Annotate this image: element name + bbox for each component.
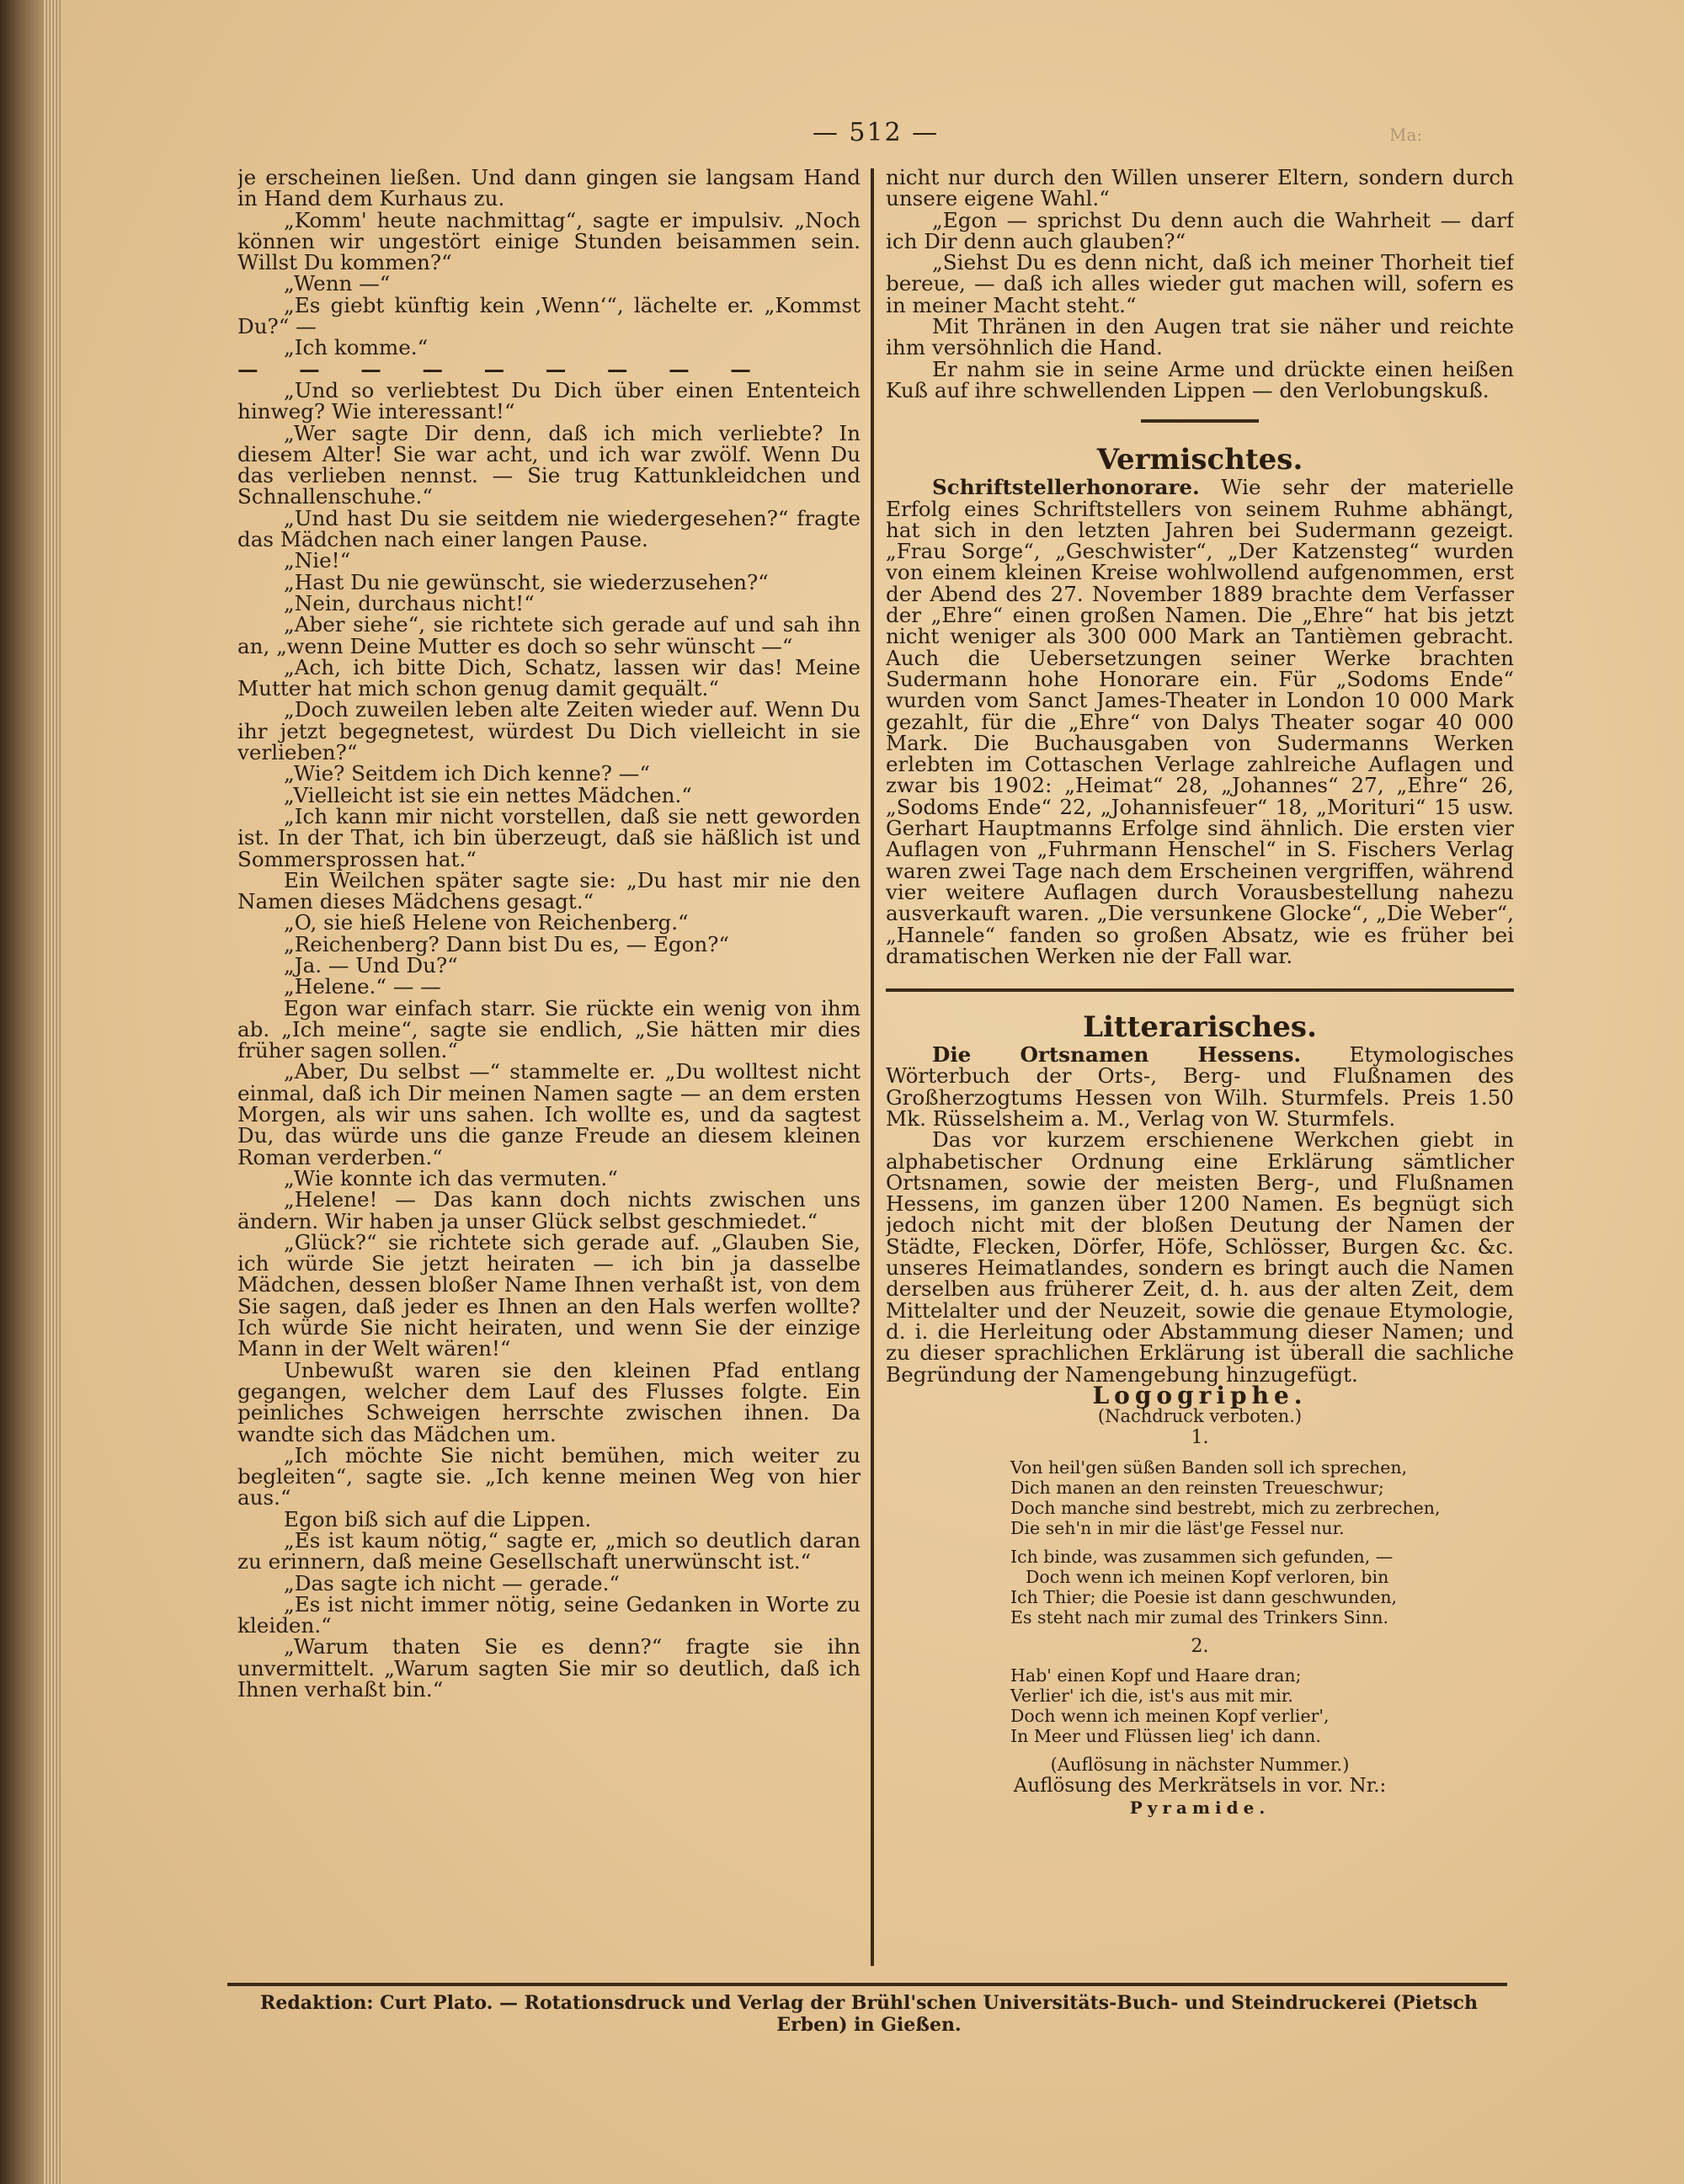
article-run-head: Die Ortsnamen Hessens. bbox=[932, 1042, 1302, 1068]
story-paragraph: „Es giebt künftig kein ‚Wenn‘“, lächelte er. „Kommst Du?“ — bbox=[237, 292, 861, 339]
footer-rule bbox=[227, 1983, 1507, 1986]
verse-line: In Meer und Flüssen lieg' ich dann. bbox=[1010, 1726, 1321, 1747]
vermischtes-article bbox=[886, 477, 1514, 967]
verse-line: Es steht nach mir zumal des Trinkers Sinn. bbox=[1010, 1606, 1388, 1627]
article-text: Das vor kurzem erschienene Werkchen giebt in alphabetischer Ordnung eine Erklärung sämtlicher Ortsnamen, sowie der meisten Berg-, und Flußnamen Hessens, im ganzen über 1200 Namen. Es begnügt sich jedoch nicht mit der bloßen Deutung der Namen der Städte, Flecken, Dörfer, Höfe, Schlösser, Burgen &c. &c. unseres Heimatlandes, sondern es bringt auch die Namen derselben aus früherer Zeit, d. h. aus der alten Zeit, dem Mittelalter und der Neuzeit, sowie die genaue Etymologie, d. i. die Herleitung oder Abstammung dieser Namen; und zu dieser sprachlichen Erklärung ist überall die sachliche Begründung der Namengebung hinzugefügt. bbox=[886, 1127, 1514, 1387]
solution-note: (Auflösung in nächster Nummer.) bbox=[1050, 1755, 1350, 1776]
story-paragraph: „Es ist nicht immer nötig, seine Gedanken in Worte zu kleiden.“ bbox=[237, 1591, 861, 1638]
library-stamp: Ma: bbox=[1389, 125, 1423, 145]
imprint-line: Redaktion: Curt Plato. — Rotationsdruck und Verlag der Brühl'schen Universitäts-Buch- und Steindruckerei (Pietsch Erben) in Gießen. bbox=[260, 1992, 1478, 2036]
puzzle-number: 2. bbox=[1191, 1635, 1209, 1657]
page-edges bbox=[44, 0, 62, 2184]
story-paragraph: „Das sagte ich nicht — gerade.“ bbox=[284, 1570, 620, 1595]
story-paragraph: „Helene.“ — — bbox=[284, 974, 441, 999]
story-paragraph: „Ich möchte Sie nicht bemühen, mich weiter zu begleiten“, sagte sie. „Ich kenne meinen Weg von hier aus.“ bbox=[237, 1442, 861, 1510]
answer-line: Auflösung des Merkrätsels in vor. Nr.: bbox=[1013, 1775, 1387, 1798]
answer-word: Pyramide. bbox=[1129, 1797, 1271, 1818]
story-paragraph: „Helene! — Das kann doch nichts zwischen uns ändern. Wir haben ja unser Glück selbst geschmiedet.“ bbox=[237, 1187, 861, 1233]
story-paragraph: Unbewußt waren sie den kleinen Pfad entlang gegangen, welcher dem Lauf des Flusses folgte. Ein peinliches Schweigen herrschte zwischen ihnen. Da wandte sich das Mädchen um. bbox=[237, 1357, 861, 1446]
story-paragraph: „Doch zuweilen leben alte Zeiten wieder auf. Wenn Du ihr jetzt begegnetest, würdest Du Dich vielleicht in sie verlieben?“ bbox=[237, 697, 861, 765]
verse-line: Von heil'gen süßen Banden soll ich sprechen, bbox=[1010, 1457, 1408, 1478]
section-rule bbox=[886, 988, 1514, 992]
story-paragraph: Er nahm sie in seine Arme und drückte einen heißen Kuß auf ihre schwellenden Lippen — den Verlobungskuß. bbox=[886, 356, 1514, 402]
verse-line: Verlier' ich die, ist's aus mit mir. bbox=[1010, 1686, 1293, 1707]
story-paragraph: Egon biß sich auf die Lippen. bbox=[284, 1506, 592, 1531]
verse-line: Dich manen an den reinsten Treueschwur; bbox=[1010, 1477, 1384, 1498]
story-paragraph: „Nie!“ bbox=[284, 548, 351, 573]
section-rule bbox=[1141, 419, 1259, 423]
article-text: Wie sehr der materielle Erfolg eines Schriftstellers von seinem Ruhme abhängt, hat sich in den letzten Jahren bei Sudermann gezeigt. „Frau Sorge“, „Geschwister“, „Der Katzensteg“ wurden von einem kleinen Kreise wohlwollend aufgenommen, erst der Abend des 27. November 1889 brachte dem Verfasser der „Ehre“ einen großen Namen. Die „Ehre“ hat bis jetzt nicht weniger als 300 000 Mark an Tantièmen gebracht. Auch die Uebersetzungen seiner Werke brachten Sudermann hohe Honorare ein. Für „Sodoms Ende“ wurden vom Sanct James-Theater in London 10 000 Mark gezahlt, für die „Ehre“ von Dalys Theater sogar 40 000 Mark. Die Buchausgaben von Sudermanns Werken erlebten im Cottaschen Verlage zahlreiche Auflagen und zwar bis 1902: „Heimat“ 28, „Johannes“ 27, „Ehre“ 26, „Sodoms Ende“ 22, „Johannisfeuer“ 18, „Morituri“ 15 usw. Gerhart Hauptmanns Erfolge sind ähnlich. Die ersten vier Auflagen von „Fuhrmann Henschel“ in S. Fischers Verlag waren zwei Tage nach dem Erscheinen vergriffen, während vier weitere Auflagen durch Vorausbestellung nahezu ausverkauft waren. „Die versunkene Glocke“, „Die Weber“, „Hannele“ fanden so großen Absatz, wie es früher bei dramatischen Werken nie der Fall war. bbox=[886, 475, 1514, 968]
story-paragraph: „Warum thaten Sie es denn?“ fragte sie ihn unvermittelt. „Warum sagten Sie mir so deutlich, daß ich Ihnen verhaßt bin.“ bbox=[237, 1634, 861, 1702]
story-paragraph: nicht nur durch den Willen unserer Eltern, sondern durch unsere eigene Wahl.“ bbox=[886, 167, 1514, 211]
verse-line: Ich Thier; die Poesie ist dann geschwunden, bbox=[1010, 1586, 1398, 1607]
right-column bbox=[886, 167, 1514, 1968]
page-number: — 512 — bbox=[812, 118, 940, 147]
reprint-note: (Nachdruck verboten.) bbox=[1097, 1406, 1303, 1427]
story-paragraph: „Wer sagte Dir denn, daß ich mich verliebte? In diesem Alter! Sie war acht, und ich war zwölf. Wenn Du das verlieben nennst. — Sie trug Kattunkleidchen und Schnallenschuhe.“ bbox=[237, 420, 861, 509]
story-paragraph: „Aber, Du selbst —“ stammelte er. „Du wolltest nicht einmal, daß ich Dir meinen Namen sagte — an dem ersten Morgen, als wir uns sahen. Ich wollte es, und da sagtest Du, das würde uns die ganze Freude an diesem kleinen Roman verderben.“ bbox=[237, 1059, 861, 1169]
story-paragraph: „Aber siehe“, sie richtete sich gerade auf und sah ihn an, „wenn Deine Mutter es doch so sehr wünscht —“ bbox=[237, 612, 861, 658]
verse-line: Doch wenn ich meinen Kopf verloren, bin bbox=[1026, 1566, 1389, 1587]
story-continuation bbox=[237, 377, 861, 1702]
story-paragraph: „Siehst Du es denn nicht, daß ich meiner Thorheit tief bereue, — daß ich alles wieder gut machen will, sofern es in meiner Macht steht.“ bbox=[886, 250, 1514, 317]
story-paragraph: „Wie? Seitdem ich Dich kenne? —“ bbox=[284, 761, 650, 786]
story-paragraph: „Vielleicht ist sie ein nettes Mädchen.“ bbox=[284, 782, 692, 807]
story-paragraph: „Wenn —“ bbox=[284, 271, 391, 296]
story-paragraph: „O, sie hieß Helene von Reichenberg.“ bbox=[284, 910, 689, 935]
verse-line: Die seh'n in mir die läst'ge Fessel nur. bbox=[1010, 1517, 1345, 1538]
verse-line: Ich binde, was zusammen sich gefunden, — bbox=[1010, 1546, 1394, 1567]
story-paragraph: „Und so verliebtest Du Dich über einen Ententeich hinweg? Wie interessant!“ bbox=[237, 377, 861, 424]
story-paragraph: „Ich kann mir nicht vorstellen, daß sie nett geworden ist. In der That, ich bin überzeugt, daß sie häßlich ist und Sommersprossen hat.“ bbox=[237, 803, 861, 871]
puzzle-number: 1. bbox=[1191, 1427, 1209, 1449]
story-paragraph: Mit Thränen in den Augen trat sie näher und reichte ihm versöhnlich die Hand. bbox=[886, 314, 1514, 360]
article-run-head: Schriftstellerhonorare. bbox=[932, 475, 1200, 500]
story-paragraph: „Ach, ich bitte Dich, Schatz, lassen wir das! Meine Mutter hat mich schon genug damit gequält.“ bbox=[237, 654, 861, 701]
puzzle-stanza bbox=[1010, 1457, 1514, 1538]
left-column bbox=[237, 167, 861, 1968]
story-paragraph: „Wie konnte ich das vermuten.“ bbox=[284, 1165, 618, 1191]
section-title-logogriphe: Logogriphe. bbox=[1092, 1381, 1308, 1409]
puzzle-stanza bbox=[1010, 1547, 1514, 1627]
story-paragraph: „Reichenberg? Dann bist Du es, — Egon?“ bbox=[284, 931, 729, 956]
story-paragraph: Ein Weilchen später sagte sie: „Du hast mir nie den Namen dieses Mädchens gesagt.“ bbox=[237, 867, 861, 914]
verse-line: Doch manche sind bestrebt, mich zu zerbrechen, bbox=[1010, 1497, 1441, 1518]
story-paragraph: „Nein, durchaus nicht!“ bbox=[284, 590, 535, 615]
section-title-vermischtes: Vermischtes. bbox=[1096, 443, 1303, 477]
story-paragraph: Egon war einfach starr. Sie rückte ein wenig von ihm ab. „Ich meine“, sagte sie endlich, „Sie hätten mir dies früher sagen sollen.“ bbox=[237, 995, 861, 1063]
article-text: Etymologisches Wörterbuch der Orts-, Berg- und Flußnamen des Großherzogtums Hessen von Wilh. Sturmfels. Preis 1.50 Mk. Rüsselsheim a. M., Verlag von W. Sturmfels. bbox=[886, 1042, 1514, 1131]
story-paragraph: „Hast Du nie gewünscht, sie wiederzusehen?“ bbox=[284, 569, 769, 594]
story-paragraph: je erscheinen ließen. Und dann gingen sie langsam Hand in Hand dem Kurhaus zu. bbox=[237, 167, 861, 211]
story-paragraph: „Es ist kaum nötig,“ sagte er, „mich so deutlich daran zu erinnern, daß meine Gesellschaft unerwünscht ist.“ bbox=[237, 1528, 861, 1574]
story-paragraph: „Egon — sprichst Du denn auch die Wahrheit — darf ich Dir denn auch glauben?“ bbox=[886, 207, 1514, 253]
litterarisches-article bbox=[886, 1044, 1514, 1129]
verse-line: Doch wenn ich meinen Kopf verlier', bbox=[1010, 1706, 1330, 1727]
column-divider bbox=[871, 168, 874, 1966]
story-paragraph: „Ja. — Und Du?“ bbox=[284, 952, 458, 977]
story-paragraph: „Glück?“ sie richtete sich gerade auf. „Glauben Sie, ich würde Sie jetzt heiraten — ich bin ja dasselbe Mädchen, dessen bloßer Name Ihnen verhaßt ist, von dem Sie sagen, daß jeder es Ihnen an den Hals werfen wollte? Ich würde Sie nicht heiraten, und wenn Sie der einzige Mann in der Welt wären!“ bbox=[237, 1229, 861, 1361]
verse-line: Hab' einen Kopf und Haare dran; bbox=[1010, 1665, 1302, 1686]
scene-break: — — — — — — — — — bbox=[237, 356, 768, 381]
story-paragraph: „Komm' heute nachmittag“, sagte er impulsiv. „Noch können wir ungestört einige Stunden beisammen sein. Willst Du kommen?“ bbox=[237, 207, 861, 275]
story-paragraph: „Und hast Du sie seitdem nie wiedergesehen?“ fragte das Mädchen nach einer langen Pause. bbox=[237, 505, 861, 552]
section-title-litterarisches: Litterarisches. bbox=[1083, 1010, 1317, 1045]
puzzle-stanza bbox=[1010, 1665, 1514, 1746]
story-paragraph: „Ich komme.“ bbox=[284, 335, 429, 360]
